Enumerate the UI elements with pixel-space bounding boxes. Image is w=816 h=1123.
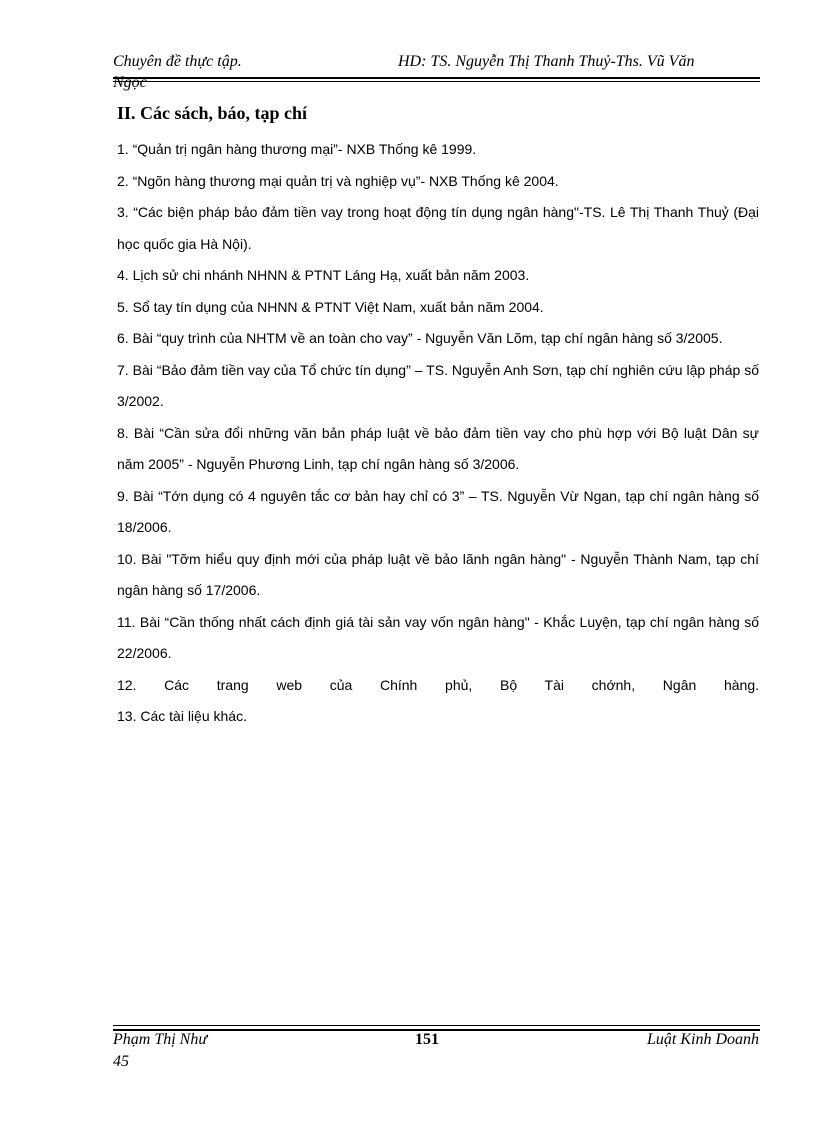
reference-item-6: 6. Bài “quy trình của NHTM về an toàn cho vay” - Nguyễn Văn Lõm, tạp chí ngân hàng số 3/2005.: [117, 330, 723, 346]
reference-item-11: 11. Bài “Cần thống nhất cách định giá tài sản vay vốn ngân hàng" - Khắc Luyện, tạp chí ngân hàng số 22/2006.: [117, 613, 759, 661]
footer-rule-thin: [113, 1025, 760, 1026]
footer-page-number: 151: [415, 1031, 439, 1048]
section-title: II. Các sách, báo, tạp chí: [117, 103, 308, 123]
reference-item-4: 4. Lịch sử chi nhánh NHNN & PTNT Láng Hạ, xuất bản năm 2003.: [117, 267, 530, 283]
footer-author-wrap: 45: [113, 1053, 129, 1070]
reference-list: [117, 134, 759, 733]
reference-item-1: 1. “Quản trị ngân hàng thương mại”- NXB Thống kê 1999.: [117, 141, 477, 157]
reference-item-3: 3. “Các biện pháp bảo đảm tiền vay trong hoạt động tín dụng ngân hàng"-TS. Lê Thị Thanh Thuỷ (Đại học quốc gia Hà Nội).: [117, 204, 759, 252]
reference-item-13: 13. Các tài liệu khác.: [117, 708, 247, 724]
header-rule-thin: [113, 81, 760, 82]
reference-item-2: 2. “Ngõn hàng thương mại quản trị và nghiệp vụ”- NXB Thống kê 2004.: [117, 172, 559, 189]
header-advisors: HD: TS. Nguyễn Thị Thanh Thuỷ-Ths. Vũ Văn: [398, 53, 695, 70]
footer-major: Luật Kinh Doanh: [646, 1031, 759, 1048]
reference-item-8: 8. Bài “Cần sửa đổi những văn bản pháp luật về bảo đảm tiền vay cho phù hợp với Bộ luật Dân sự năm 2005” - Nguyễn Phương Linh, tạp chí ngân hàng số 3/2006.: [117, 424, 759, 472]
footer-author: Phạm Thị Như: [113, 1031, 208, 1048]
reference-item-10: 10. Bài "Tỡm hiểu quy định mới của pháp luật về bảo lãnh ngân hàng" - Nguyễn Thành Nam, tạp chí ngân hàng số 17/2006.: [117, 550, 759, 598]
reference-item-5: 5. Sổ tay tín dụng của NHNN & PTNT Việt Nam, xuất bản năm 2004.: [117, 298, 544, 315]
header-chapter-title: Chuyên đề thực tập.: [113, 53, 242, 70]
header-rule-thick: [113, 77, 760, 79]
reference-item-12: 12. Các trang web của Chính phủ, Bộ Tài chớnh, Ngân hàng.: [117, 676, 759, 693]
header-advisors-wrap: Ngọc: [113, 74, 147, 91]
reference-item-9: 9. Bài “Tớn dụng có 4 nguyên tắc cơ bản hay chỉ có 3” – TS. Nguyễn Vừ Ngan, tạp chí ngân hàng số 18/2006.: [117, 487, 759, 535]
reference-item-7: 7. Bài “Bảo đảm tiền vay của Tổ chức tín dụng” – TS. Nguyễn Anh Sơn, tạp chí nghiên cứu lập pháp số 3/2002.: [117, 361, 759, 409]
